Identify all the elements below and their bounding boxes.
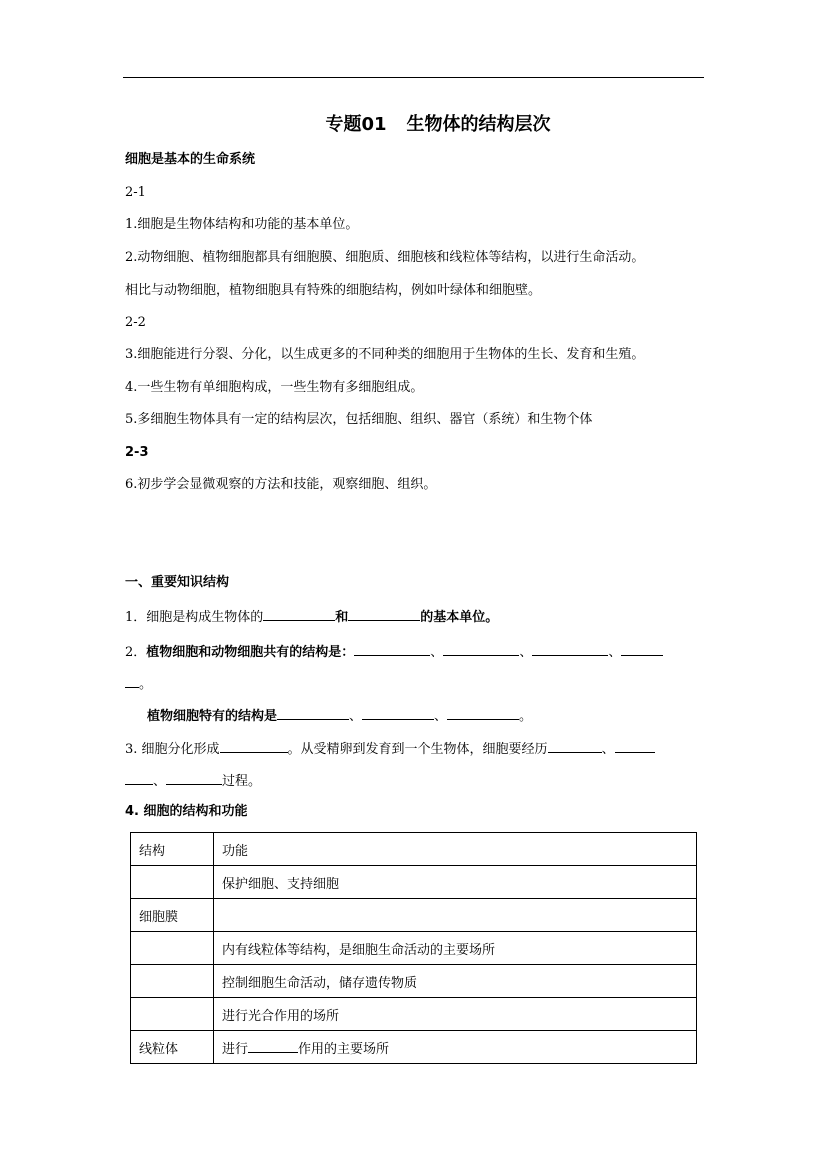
table-row [131,1031,697,1064]
q2-blank-4a[interactable] [621,642,663,656]
table-row [131,965,697,998]
q2-plant-blank-1[interactable] [277,706,349,720]
row-structure[interactable] [131,866,214,899]
q1-blank-2[interactable] [348,607,420,621]
q2-plant-end: 。 [519,709,533,724]
q2-plant-blank-2[interactable] [362,706,434,720]
cell-structure-table [130,832,697,1064]
question-1 [125,607,498,626]
question-2-cont [125,674,152,693]
table-row [131,998,697,1031]
q2-sep-3: 、 [608,645,622,660]
row-function: 控制细胞生命活动，储存遗传物质 [214,965,697,998]
q2-text: 植物细胞和动物细胞共有的结构是： [146,645,355,660]
row-structure[interactable] [131,965,214,998]
row-structure[interactable] [131,998,214,1031]
last-row-suffix: 作用的主要场所 [298,1041,390,1057]
page-title [0,110,827,136]
standard-item-4: 4.一些生物有单细胞构成，一些生物有多细胞组成。 [125,380,424,395]
q1-blank-1[interactable] [263,607,335,621]
q2-plant-blank-3[interactable] [447,706,519,720]
q1-prefix: 1．细胞是构成生物体的 [125,610,264,625]
table-header-row [131,833,697,866]
table-row [131,899,697,932]
standard-item-6: 6.初步学会显微观察的方法和技能，观察细胞、组织。 [125,477,437,492]
row-structure: 细胞膜 [131,899,214,932]
standard-item-1: 1.细胞是生物体结构和功能的基本单位。 [125,217,359,232]
standard-item-3: 3.细胞能进行分裂、分化，以生成更多的不同种类的细胞用于生物体的生长、发育和生殖。 [125,347,645,362]
q1-mid: 和 [335,610,349,625]
q3-mid: 。从受精卵到发育到一个生物体，细胞要经历 [287,742,548,757]
knowledge-heading: 一、重要知识结构 [125,575,230,590]
table-row [131,866,697,899]
q2-plant-sep-1: 、 [349,709,363,724]
row-structure: 线粒体 [131,1031,214,1064]
q1-suffix: 的基本单位。 [420,610,499,625]
question-2 [125,642,663,661]
standards-heading: 细胞是基本的生命系统 [125,152,256,167]
question-3-cont [125,771,261,790]
q3-blank-3b[interactable] [125,771,153,785]
q3-blank-3a[interactable] [615,739,655,753]
question-4-heading: 4. 细胞的结构和功能 [125,804,248,819]
q2-blank-1[interactable] [354,642,430,656]
header-rule [123,77,704,78]
row-function: 内有线粒体等结构，是细胞生命活动的主要场所 [214,932,697,965]
q2-sep-1: 、 [430,645,444,660]
q3-blank-2[interactable] [548,739,602,753]
question-2-plant [147,706,532,725]
row-function[interactable] [214,899,697,932]
row-function: 进行光合作用的场所 [214,998,697,1031]
q2-plant-text: 植物细胞特有的结构是 [147,709,278,724]
title-prefix: 专题01 [325,114,387,135]
row-function [214,1031,697,1064]
standards-group2-label: 2-2 [125,315,146,330]
q3-suffix: 过程。 [222,774,262,789]
question-3 [125,739,655,758]
standard-item-2-line1: 2.动物细胞、植物细胞都具有细胞膜、细胞质、细胞核和线粒体等结构，以进行生命活动。 [125,250,645,265]
standard-item-2-line2: 相比与动物细胞，植物细胞具有特殊的细胞结构，例如叶绿体和细胞壁。 [125,283,542,298]
q3-blank-1[interactable] [220,739,288,753]
q3-sep-1: 、 [601,742,615,757]
title-main: 生物体的结构层次 [406,114,551,135]
q2-sep-2: 、 [519,645,533,660]
standards-group3-label: 2-3 [125,445,149,460]
q2-prefix: 2． [125,645,147,660]
row-function: 保护细胞、支持细胞 [214,866,697,899]
q3-prefix: 3. 细胞分化形成 [125,742,220,757]
header-structure: 结构 [131,833,214,866]
q2-plant-sep-2: 、 [434,709,448,724]
standard-item-5: 5.多细胞生物体具有一定的结构层次，包括细胞、组织、器官（系统）和生物个体 [125,412,593,427]
row-structure[interactable] [131,932,214,965]
table-row [131,932,697,965]
q2-blank-2[interactable] [443,642,519,656]
q2-blank-4b[interactable] [125,674,139,688]
q3-blank-4[interactable] [166,771,222,785]
q2-blank-3[interactable] [532,642,608,656]
last-row-blank[interactable] [248,1039,298,1053]
last-row-prefix: 进行 [222,1041,249,1057]
q2-end: 。 [139,677,153,692]
standards-group1-label: 2-1 [125,185,146,200]
q3-sep-2: 、 [153,774,167,789]
header-function: 功能 [214,833,697,866]
